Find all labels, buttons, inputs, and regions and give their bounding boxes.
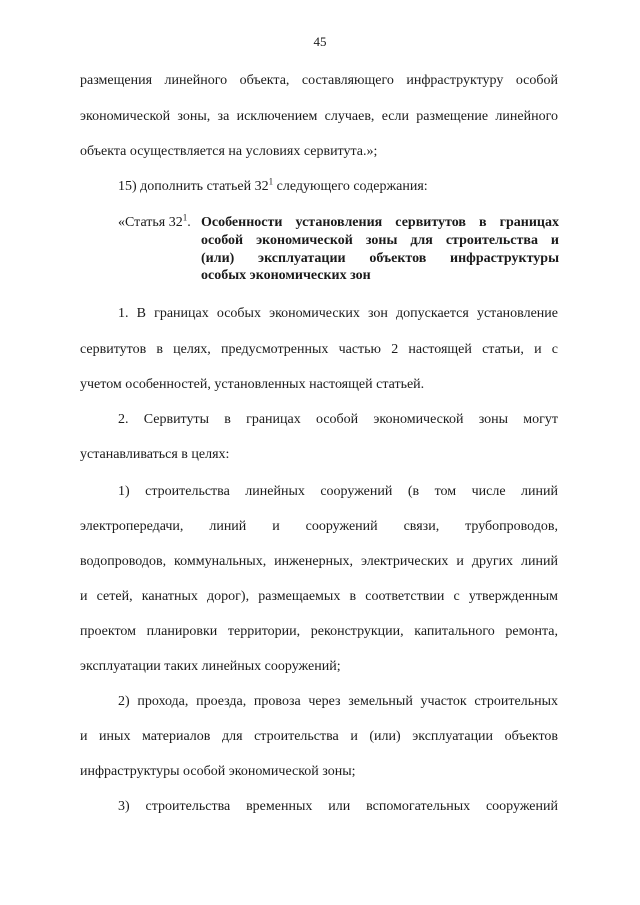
paragraph-line: проектом планировки территории, реконструкции, капитального ремонта, [80, 624, 558, 639]
paragraph-line: водопроводов, коммунальных, инженерных, электрических и других линий [80, 554, 558, 569]
paragraph-line: размещения линейного объекта, составляющего инфраструктуру особой [80, 73, 558, 88]
text-run: «Статья 32 [118, 215, 183, 230]
paragraph-line: 2) прохода, проезда, провоза через земельный участок строительных [118, 694, 558, 709]
page-number: 45 [313, 34, 327, 49]
paragraph-line: и иных материалов для строительства и (или) эксплуатации объектов [80, 729, 558, 744]
superscript: 1 [268, 176, 274, 187]
text-run: . [187, 215, 191, 230]
paragraph-line: 2. Сервитуты в границах особой экономической зоны могут [118, 412, 558, 427]
paragraph-line: и сетей, канатных дорог), размещаемых в соответствии с утвержденным [80, 589, 558, 604]
paragraph-line: экономической зоны, за исключением случаев, если размещение линейного [80, 109, 558, 124]
paragraph-line: инфраструктуры особой экономической зоны; [80, 764, 356, 779]
paragraph-line [118, 178, 428, 196]
paragraph-line: 1. В границах особых экономических зон допускается установление [118, 306, 558, 321]
text-run: 15) дополнить статьей 32 [118, 179, 269, 194]
article-title-line: Особенности установления сервитутов в границах [201, 215, 559, 230]
paragraph-line: устанавливаться в целях: [80, 447, 230, 462]
superscript: 1 [182, 212, 188, 223]
paragraph-line: электропередачи, линий и сооружений связи, трубопроводов, [80, 519, 558, 534]
paragraph-line: 3) строительства временных или вспомогательных сооружений [118, 799, 558, 814]
text-run: следующего содержания: [273, 179, 428, 194]
article-title-line: особой экономической зоны для строительства и [201, 233, 559, 248]
article-title-line: особых экономических зон [201, 268, 371, 283]
paragraph-line: учетом особенностей, установленных настоящей статьей. [80, 377, 425, 392]
article-label [118, 214, 191, 232]
paragraph-line: эксплуатации таких линейных сооружений; [80, 659, 341, 674]
article-title-line: (или) эксплуатации объектов инфраструктуры [201, 251, 559, 266]
paragraph-line: сервитутов в целях, предусмотренных частью 2 настоящей статьи, и с [80, 342, 558, 357]
paragraph-line: объекта осуществляется на условиях сервитута.»; [80, 144, 378, 159]
paragraph-line: 1) строительства линейных сооружений (в том числе линий [118, 484, 558, 499]
